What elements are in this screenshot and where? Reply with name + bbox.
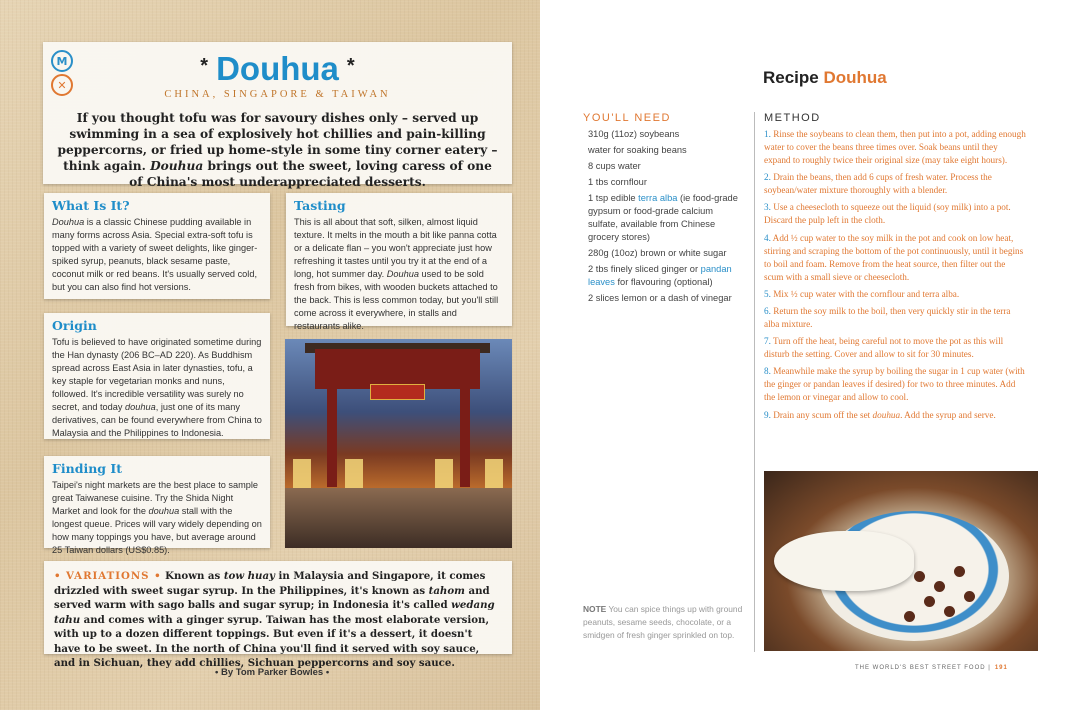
step-text: Use a cheesecloth to squeeze out the liquid (soy milk) into a pot. Discard the pulp left in the cloth. [764, 202, 1011, 226]
origin-heading: Origin [52, 318, 97, 333]
finding-emphasis: douhua [148, 506, 180, 516]
method-heading: METHOD [764, 112, 821, 124]
method-step [764, 201, 1026, 227]
footer-separator: | [988, 665, 991, 671]
douhua-bowl-photo [764, 471, 1038, 651]
red-bean [944, 606, 955, 617]
step-text: Drain any scum off the set [770, 409, 873, 420]
method-step [764, 171, 1026, 197]
night-market-photo [285, 339, 512, 548]
step-number: 1. [764, 129, 771, 139]
finding-it-body [52, 479, 262, 557]
ingredient-item [588, 192, 738, 244]
red-bean [924, 596, 935, 607]
what-text: is a classic Chinese pudding available in many forms across Asia. Special extra-soft tofu is topped with a variety of sweet delights, like ginger-spiked syrup, peanuts, black sesame paste, coconut milk or red beans. It's usually served cold, but you can also find hot versions. [52, 217, 258, 292]
stall-light [293, 459, 311, 489]
step-text: Drain the beans, then add 6 cups of fresh water. Process the soybean/water mixture thoroughly with a blender. [764, 172, 992, 196]
stall-light [435, 459, 453, 489]
ingredient-text-end: for flavouring (optional) [614, 277, 713, 287]
right-page [540, 0, 1080, 710]
ingredient-text: 310g (11oz) soybeans [588, 129, 680, 139]
ingredient-text: 1 tbs cornflour [588, 177, 647, 187]
subtitle: CHINA, SINGAPORE & TAIWAN [164, 89, 391, 100]
gate-top [315, 349, 480, 389]
red-bean [954, 566, 965, 577]
ingredient-link[interactable]: terra alba [638, 193, 678, 203]
gate-pillar [460, 387, 470, 487]
recipe-dish-name: Douhua [823, 68, 887, 87]
red-bean [914, 571, 925, 582]
variations-text: Known as [161, 570, 224, 582]
step-number: 9. [764, 409, 771, 420]
origin-box [44, 313, 270, 439]
what-is-it-box [44, 193, 270, 299]
what-emphasis: Douhua [52, 217, 85, 227]
stall-light [345, 459, 363, 489]
ingredient-text: 2 tbs finely sliced ginger or [588, 264, 701, 274]
step-emphasis: douhua [872, 409, 901, 420]
ingredient-item [588, 160, 738, 173]
red-bean [934, 581, 945, 592]
column-divider [754, 112, 755, 652]
intro-text: If you thought tofu was for savoury dishes only – served up swimming in a sea of explosively hot chillies and pain-killing peppercorns, or fried up home-style in some tiny corner eatery – think again. [57, 111, 498, 173]
step-number: 8. [764, 366, 771, 377]
variations-text: in Malaysia and Singapore, it comes drizzled with sweet sugar syrup. In the Philippines, it's known as [54, 570, 486, 597]
finding-it-box [44, 456, 270, 555]
origin-text-end: , just one of its many derivatives, can be found everywhere from China to Malaysia and the Philippines to Indonesia. [52, 402, 262, 438]
variations-emphasis: wedang tahu [54, 599, 495, 626]
origin-emphasis: douhua [125, 402, 156, 412]
ingredient-text: 280g (10oz) brown or white sugar [588, 248, 727, 258]
no-meat-badge-icon: ✕ [51, 74, 73, 96]
page-footer [855, 665, 1008, 671]
crowded-street [285, 488, 512, 548]
step-number: 2. [764, 172, 771, 183]
step-text: Rinse the soybeans to clean them, then put into a pot, adding enough water to cover the beans three times over. Soak beans until they expand to roughly twice their original size (may take eight hours). [764, 129, 1026, 165]
intro-paragraph [57, 110, 498, 190]
step-text: Mix ½ cup water with the cornflour and terra alba. [770, 288, 960, 299]
title-star-left: * [200, 55, 209, 77]
ingredient-item [588, 263, 738, 289]
title-star-right: * [346, 55, 355, 77]
variations-emphasis: tahom [428, 584, 465, 597]
ingredient-text: water for soaking beans [588, 145, 687, 155]
stall-light [485, 459, 503, 489]
method-step [764, 365, 1026, 404]
origin-text: Tofu is believed to have originated sometime during the Han dynasty (206 BC–AD 220). As Buddhism spread across East Asia in later dynasties, tofu, a key staple for vegetarian monks and nuns, followed. It's incredible versatility was surely no secret, and today [52, 337, 262, 412]
tasting-box [286, 193, 512, 331]
step-text: Add ½ cup water to the soy milk in the pot and cook on low heat, stirring and scraping the bottom of the pot continuously, until it begins to boil and foam. Remove from the heat source, then filter out the scum with a small sieve or cheesecloth. [764, 232, 1024, 282]
ingredient-text: 8 cups water [588, 161, 641, 171]
ingredients-heading: YOU'LL NEED [583, 112, 671, 124]
ingredient-item [588, 176, 738, 189]
ingredient-item [588, 144, 738, 157]
title-card [43, 42, 512, 189]
title-text: Douhua [216, 50, 339, 87]
step-number: 7. [764, 336, 771, 347]
recipe-title [763, 68, 887, 88]
finding-text-end: stall with the longest queue. Prices will vary widely depending on how many toppings you have, but average around 25 Taiwan dollars (US$0.85). [52, 506, 262, 555]
ingredient-item [588, 247, 738, 260]
red-bean [904, 611, 915, 622]
ingredient-text-end: (ie food-grade gypsum or food-grade calcium sulfate, available from Chinese grocery stores) [588, 193, 738, 242]
spoon [774, 531, 914, 591]
red-bean [964, 591, 975, 602]
ingredients-list [588, 128, 738, 308]
method-step [764, 128, 1026, 167]
method-step [764, 335, 1026, 361]
recipe-label: Recipe [763, 68, 819, 87]
recipe-note [583, 603, 743, 642]
gate-sign [370, 384, 425, 400]
variations-box [44, 561, 512, 669]
ingredient-link[interactable]: pandan leaves [588, 264, 732, 287]
step-text: Return the soy milk to the boil, then very quickly stir in the terra alba mixture. [764, 305, 1011, 329]
finding-text: Taipei's night markets are the best place to sample great Taiwanese cuisine. Try the Shida Night Market and look for the [52, 480, 259, 516]
byline: • By Tom Parker Bowles • [215, 667, 330, 678]
variations-emphasis: tow huay [223, 570, 275, 582]
note-label: NOTE [583, 604, 607, 614]
ingredient-item [588, 128, 738, 141]
variations-label: • VARIATIONS • [54, 570, 162, 582]
page-title [43, 50, 512, 88]
step-text: Turn off the heat, being careful not to move the pot as this will disturb the setting. Cover and allow to sit for 30 minutes. [764, 336, 1004, 360]
origin-body [52, 336, 262, 440]
note-text: You can spice things up with ground peanuts, sesame seeds, chocolate, or a smidgen of fresh ginger sprinkled on top. [583, 604, 743, 640]
tasting-heading: Tasting [294, 198, 346, 213]
step-number: 3. [764, 202, 771, 213]
tasting-text: This is all about that soft, silken, almost liquid texture. It melts in the mouth a bit like panna cotta or a delicate flan – you won't appreciate just how refreshing it tastes until you try it at the end of a long, hot summer day. [294, 217, 497, 279]
method-step [764, 232, 1026, 284]
variations-body [54, 569, 502, 671]
intro-emphasis: Douhua [150, 159, 204, 173]
method-step [764, 288, 1026, 301]
ingredient-text: 2 slices lemon or a dash of vinegar [588, 293, 732, 303]
intro-text-end: brings out the sweet, loving caress of one of China's most underappreciated desserts. [129, 159, 492, 189]
ingredient-text: 1 tsp edible [588, 193, 639, 203]
ingredient-item [588, 292, 738, 305]
step-number: 6. [764, 305, 771, 316]
what-is-it-heading: What Is It? [52, 198, 130, 213]
tasting-body [294, 216, 504, 333]
step-number: 4. [764, 232, 771, 243]
book-title: THE WORLD'S BEST STREET FOOD [855, 665, 986, 671]
variations-text: and served warm with sago balls and sugar syrup; in Indonesia it's called [54, 584, 490, 611]
tasting-text-end: used to be sold fresh from bikes, with wooden buckets attached to the back. This is less common today, but you'll still come across it everywhere, in stalls and restaurants alike. [294, 269, 499, 331]
page-number: 191 [994, 665, 1008, 671]
m-badge-icon: M [51, 50, 73, 72]
variations-text: and comes with a ginger syrup. Taiwan has the most elaborate version, with up to a dozen different toppings. But even if it's a dessert, it doesn't have to be sweet. In the north of China you'll find it served with soy sauce, and in Sichuan, they add chillies, Sichuan peppercorns and soy sauce. [54, 613, 489, 669]
method-step [764, 305, 1026, 331]
tasting-emphasis: Douhua [386, 269, 419, 279]
finding-it-heading: Finding It [52, 461, 123, 476]
step-number: 5. [764, 288, 771, 299]
step-text-end: . Add the syrup and serve. [900, 409, 996, 420]
method-steps [764, 128, 1026, 426]
gate-pillar [327, 387, 337, 487]
what-is-it-body [52, 216, 262, 294]
method-step [764, 409, 1026, 422]
step-text: Meanwhile make the syrup by boiling the sugar in 1 cup water (with the ginger or pandan leaves if desired) for two to three minutes. Add the lemon or vinegar and allow to cool. [764, 366, 1025, 403]
